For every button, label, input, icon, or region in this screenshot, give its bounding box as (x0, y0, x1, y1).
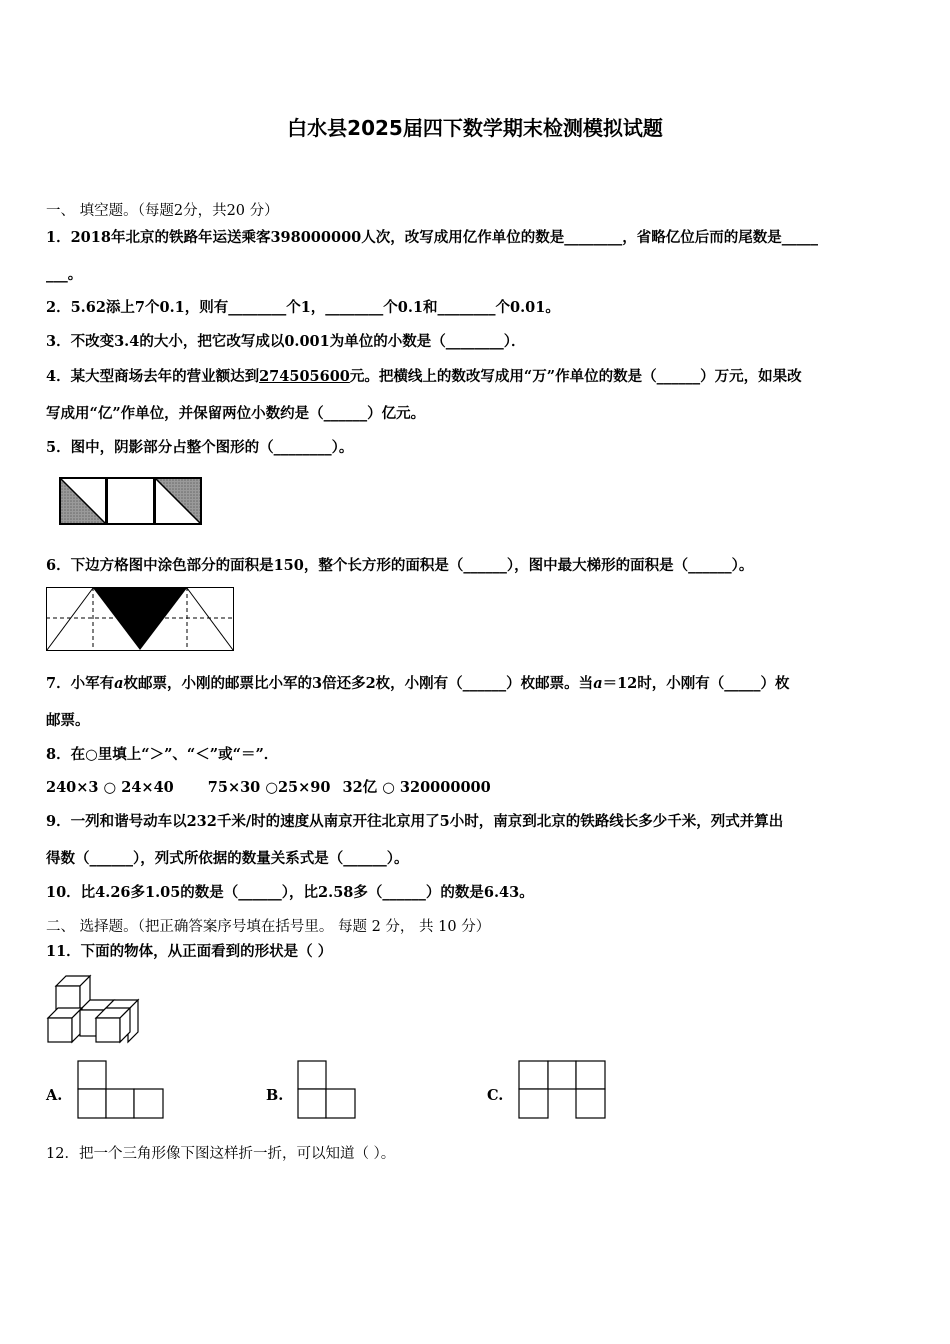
shaded-triangle (93, 588, 187, 650)
question-4-line-1 (46, 368, 802, 386)
question-7-line-1 (46, 675, 790, 693)
question-5: 5．图中，阴影部分占整个图形的（________）。 (46, 439, 354, 456)
question-7-part-2: 枚邮票，小刚的邮票比小军的3倍还多2枚，小刚有（______）枚邮票。当 (123, 675, 594, 692)
option-c-label: C. (487, 1087, 504, 1104)
question-7-variable-2: a (593, 675, 603, 692)
question-1-line-2: ___。 (46, 266, 83, 283)
option-c-shape[interactable] (518, 1060, 607, 1120)
question-9-line-1: 9．一列和谐号动车以232千米/时的速度从南京开往北京用了5小时，南京到北京的铁路线长多少千米，列式并算出 (46, 813, 784, 830)
section-2-heading: 二、 选择题。（把正确答案序号填在括号里。 每题 2 分， 共 10 分） (46, 919, 491, 935)
question-9-line-2: 得数（______），列式所依据的数量关系式是（______）。 (46, 850, 409, 867)
question-4-underlined-number: 274505600 (259, 368, 350, 385)
question-4-suffix: 元。把横线上的数改写成用“万”作单位的数是（______）万元，如果改 (349, 368, 802, 385)
question-8: 8．在○里填上“＞”、“＜”或“＝”． (46, 746, 279, 763)
compare-expression-1: 240×3 ○ 24×40 (46, 779, 174, 796)
question-10: 10．比4.26多1.05的数是（______），比2.58多（______）的数是6.43。 (46, 884, 534, 901)
question-1-line-1: 1．2018年北京的铁路年运送乘客398000000人次，改写成用亿作单位的数是________，省略亿位后而的尾数是_____ (46, 229, 818, 246)
q6-grid-rectangle-figure (46, 587, 234, 651)
option-b-shape[interactable] (297, 1060, 357, 1120)
question-7-variable: a (114, 675, 124, 692)
q5-shaded-squares-figure (58, 476, 203, 526)
option-a-label: A. (46, 1087, 63, 1104)
question-12: 12．把一个三角形像下图这样折一折，可以知道（ ）。 (46, 1146, 396, 1162)
compare-expression-3: 32亿 ○ 320000000 (342, 779, 491, 796)
question-7-part-1: 7．小军有 (46, 675, 115, 692)
question-7-part-3: ＝12时，小刚有（_____）枚 (602, 675, 790, 692)
page-title: 白水县2025届四下数学期末检测模拟试题 (287, 116, 663, 140)
question-3: 3．不改变3.4的大小，把它改写成以0.001为单位的小数是（________）． (46, 333, 526, 350)
question-2: 2．5.62添上7个0.1，则有________个1，________个0.1和________个0.01。 (46, 299, 560, 316)
option-a-shape[interactable] (77, 1060, 165, 1120)
option-b-label: B. (266, 1087, 284, 1104)
question-11: 11．下面的物体，从正面看到的形状是（ ） (46, 943, 333, 960)
question-4-prefix: 4．某大型商场去年的营业额达到 (46, 368, 260, 385)
compare-expression-2: 75×30 ○25×90 (207, 779, 331, 796)
question-8-expressions (46, 779, 491, 797)
question-4-line-2: 写成用“亿”作单位，并保留两位小数约是（______）亿元。 (46, 405, 426, 422)
section-1-heading: 一、 填空题。（每题2分，共20 分） (46, 203, 279, 219)
q11-stacked-cubes-figure (46, 974, 144, 1046)
question-6: 6．下边方格图中涂色部分的面积是150，整个长方形的面积是（______），图中最大梯形的面积是（______）。 (46, 557, 754, 574)
question-7-line-2: 邮票。 (46, 712, 90, 729)
